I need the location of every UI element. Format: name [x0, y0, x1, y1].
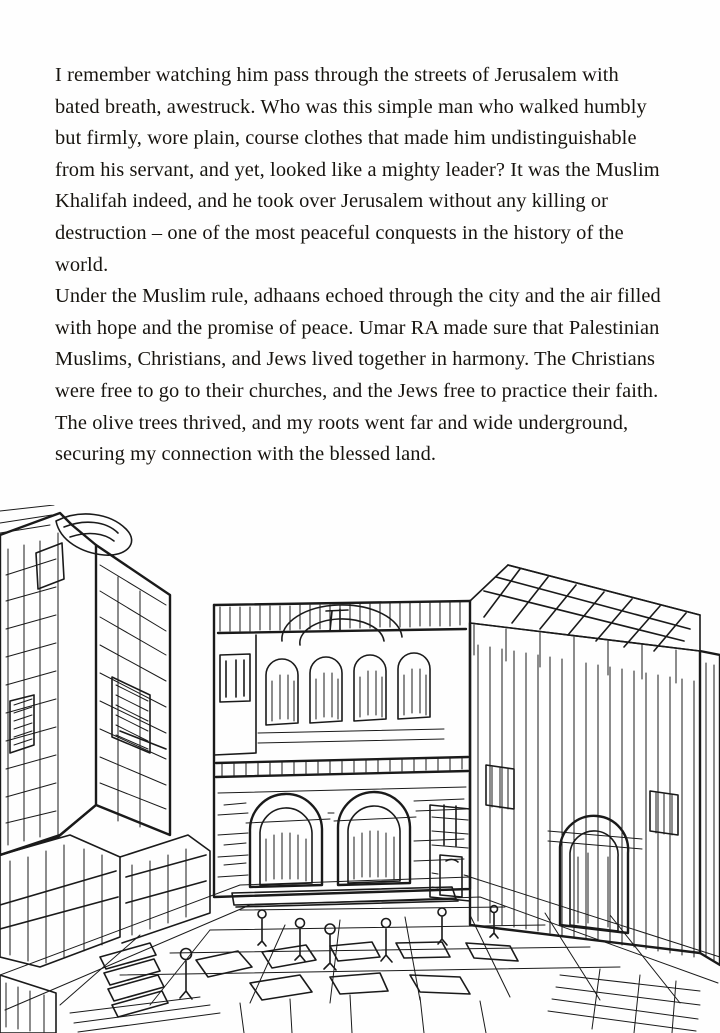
body-text [55, 60, 665, 471]
paragraph-1: I remember watching him pass through the streets of Jerusalem with bated breath, awestruck. Who was this simple man who walked humbly but firmly, wore plain, course clothes that made him undistinguishable from his servant, and yet, looked like a mighty leader? It was the Muslim Khalifah indeed, and he took over Jerusalem without any killing or destruction – one of the most peaceful conquests in the history of the world. [55, 64, 660, 276]
paragraph-2: Under the Muslim rule, adhaans echoed through the city and the air filled with hope and the promise of peace. Umar RA made sure that Palestinian Muslims, Christians, and Jews lived together in harmony. The Christians were free to go to their churches, and the Jews free to practice their faith. The olive trees thrived, and my roots went far and wide underground, securing my connection with the blessed land. [55, 285, 661, 466]
illustration-church-of-the-holy-sepulchre [0, 505, 720, 1033]
